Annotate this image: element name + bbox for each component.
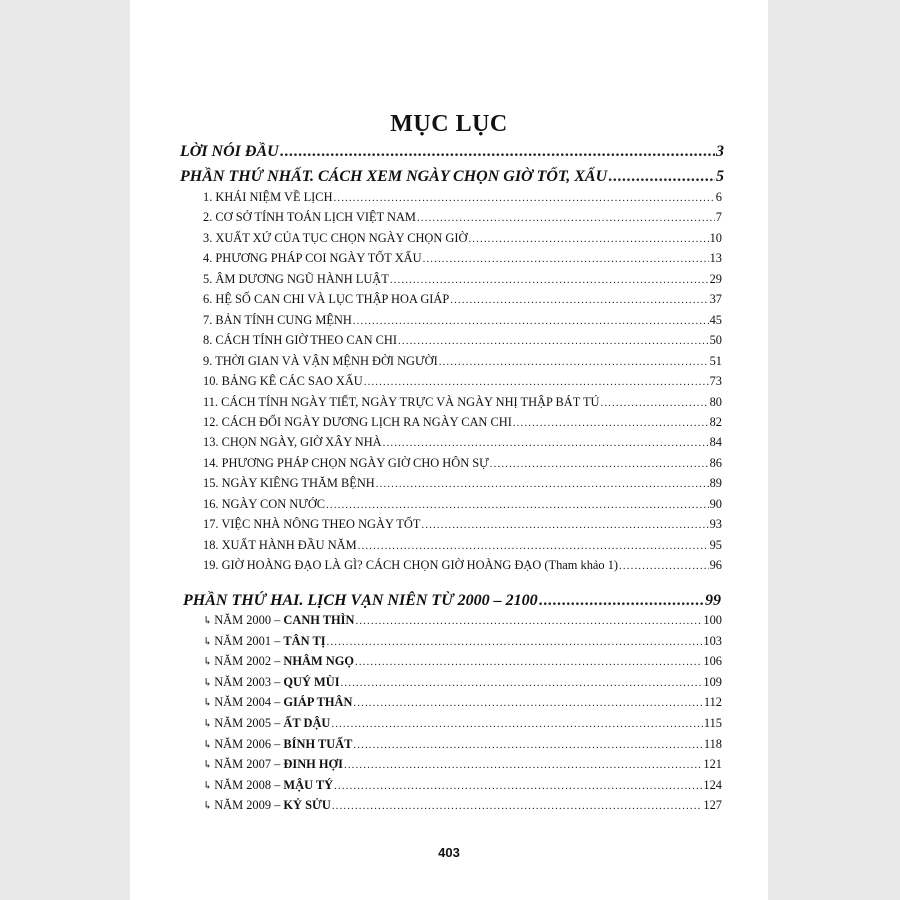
toc-year-number: NĂM 2003 – bbox=[214, 674, 281, 689]
toc-year-label bbox=[203, 613, 354, 628]
toc-item-label: 7. BẢN TÍNH CUNG MỆNH bbox=[203, 312, 352, 327]
toc-year-name: CANH THÌN bbox=[283, 613, 355, 627]
toc-item-page: 29 bbox=[709, 271, 722, 286]
toc-item-label: 6. HỆ SỐ CAN CHI VÀ LỤC THẬP HOA GIÁP bbox=[203, 292, 450, 307]
leader-dots bbox=[334, 192, 715, 204]
toc-item-label: 1. KHÁI NIỆM VỀ LỊCH bbox=[203, 190, 333, 204]
leader-dots bbox=[355, 615, 702, 627]
toc-item-label: 3. XUẤT XỨ CỦA TỤC CHỌN NGÀY CHỌN GIỜ bbox=[203, 230, 468, 245]
toc-item[interactable] bbox=[203, 538, 722, 553]
toc-item-label: 10. BẢNG KÊ CÁC SAO XẤU bbox=[203, 374, 363, 389]
toc-year-label bbox=[203, 634, 326, 649]
leader-dots bbox=[327, 636, 703, 648]
leader-dots bbox=[608, 168, 715, 186]
toc-item-label: 8. CÁCH TÍNH GIỜ THEO CAN CHI bbox=[203, 333, 398, 348]
toc-year-label bbox=[203, 716, 330, 731]
toc-year-number: NĂM 2004 – bbox=[214, 695, 281, 710]
toc-intro[interactable] bbox=[180, 143, 724, 161]
toc-item[interactable] bbox=[203, 456, 722, 471]
leader-dots bbox=[421, 519, 708, 531]
toc-item-label: 2. CƠ SỞ TÍNH TOÁN LỊCH VIỆT NAM bbox=[203, 210, 416, 225]
toc-intro-page: 3 bbox=[716, 143, 724, 160]
toc-year-page: 121 bbox=[703, 757, 722, 772]
toc-item[interactable] bbox=[203, 558, 722, 573]
toc-item-page: 13 bbox=[709, 251, 722, 266]
leader-dots bbox=[353, 739, 702, 751]
toc-item[interactable] bbox=[203, 354, 722, 369]
toc-part-1-label: PHẦN THỨ NHẤT. CÁCH XEM NGÀY CHỌN GIỜ TỐT, XẤU bbox=[180, 168, 608, 185]
arrow-icon: ↳ bbox=[203, 738, 213, 751]
toc-part-2-label: PHẦN THỨ HAI. LỊCH VẠN NIÊN TỪ 2000 – 2100 bbox=[183, 592, 538, 609]
toc-year-page: 112 bbox=[703, 695, 722, 710]
toc-item[interactable] bbox=[203, 435, 722, 450]
toc-part-1[interactable] bbox=[180, 168, 724, 186]
toc-item[interactable] bbox=[203, 292, 722, 307]
toc-year-item[interactable] bbox=[203, 675, 722, 690]
toc-item[interactable] bbox=[203, 210, 722, 225]
toc-year-number: NĂM 2008 – bbox=[214, 777, 281, 792]
toc-year-page: 103 bbox=[703, 633, 722, 648]
toc-item-page: 95 bbox=[709, 537, 722, 552]
toc-item-label: 11. CÁCH TÍNH NGÀY TIẾT, NGÀY TRỰC VÀ NGÀY NHỊ THẬP BÁT TÚ bbox=[203, 394, 600, 409]
toc-item-page: 37 bbox=[709, 292, 722, 307]
toc-item-label: 12. CÁCH ĐỔI NGÀY DƯƠNG LỊCH RA NGÀY CAN CHI bbox=[203, 414, 512, 429]
toc-year-page: 106 bbox=[703, 654, 722, 669]
toc-item-page: 90 bbox=[709, 496, 722, 511]
toc-item-label: 9. THỜI GIAN VÀ VẬN MỆNH ĐỜI NGƯỜI bbox=[203, 353, 438, 368]
leader-dots bbox=[353, 315, 709, 327]
leader-dots bbox=[280, 143, 715, 161]
toc-year-page: 127 bbox=[703, 798, 722, 813]
toc-year-name: KỶ SỬU bbox=[283, 798, 331, 813]
toc-item-page: 96 bbox=[709, 558, 722, 573]
toc-item-page: 80 bbox=[709, 394, 722, 409]
toc-item-page: 7 bbox=[715, 210, 722, 225]
leader-dots bbox=[439, 356, 709, 368]
arrow-icon: ↳ bbox=[203, 697, 213, 710]
leader-dots bbox=[417, 212, 715, 224]
leader-dots bbox=[376, 478, 709, 490]
toc-item[interactable] bbox=[203, 333, 722, 348]
toc-item[interactable] bbox=[203, 272, 722, 287]
toc-item-label: 19. GIỜ HOÀNG ĐẠO LÀ GÌ? CÁCH CHỌN GIỜ HOÀNG ĐẠO (Tham khảo 1) bbox=[203, 558, 619, 573]
toc-item[interactable] bbox=[203, 395, 722, 410]
toc-year-label bbox=[203, 778, 333, 793]
toc-year-number: NĂM 2002 – bbox=[214, 654, 281, 669]
toc-item[interactable] bbox=[203, 415, 722, 430]
toc-year-page: 118 bbox=[703, 736, 722, 751]
toc-year-name: BÍNH TUẤT bbox=[283, 736, 353, 751]
toc-year-name: TÂN TỊ bbox=[283, 633, 326, 648]
toc-item[interactable] bbox=[203, 517, 722, 532]
toc-item-label: 16. NGÀY CON NƯỚC bbox=[203, 496, 326, 511]
toc-item-page: 93 bbox=[709, 517, 722, 532]
arrow-icon: ↳ bbox=[203, 656, 213, 669]
toc-part-1-page: 5 bbox=[716, 168, 724, 185]
toc-item[interactable] bbox=[203, 231, 722, 246]
toc-item-label: 13. CHỌN NGÀY, GIỜ XÂY NHÀ bbox=[203, 435, 382, 450]
toc-item-label: 15. NGÀY KIÊNG THĂM BỆNH bbox=[203, 476, 375, 491]
toc-item-page: 84 bbox=[709, 435, 722, 450]
toc-item-page: 73 bbox=[709, 374, 722, 389]
arrow-icon: ↳ bbox=[203, 800, 213, 813]
arrow-icon: ↳ bbox=[203, 759, 213, 772]
leader-dots bbox=[344, 759, 702, 771]
toc-year-label bbox=[203, 695, 352, 710]
toc-year-name: GIÁP THÂN bbox=[283, 695, 353, 710]
toc-year-number: NĂM 2000 – bbox=[214, 613, 281, 627]
leader-dots bbox=[355, 656, 702, 668]
toc-year-page: 100 bbox=[703, 613, 722, 627]
toc-item-page: 86 bbox=[709, 455, 722, 470]
toc-year-label bbox=[203, 757, 343, 772]
toc-item[interactable] bbox=[203, 497, 722, 512]
toc-item-page: 51 bbox=[709, 353, 722, 368]
toc-year-number: NĂM 2001 – bbox=[214, 633, 281, 648]
toc-year-name: ẤT DẬU bbox=[283, 716, 331, 730]
toc-item[interactable] bbox=[203, 190, 722, 205]
toc-year-number: NĂM 2009 – bbox=[214, 798, 281, 813]
toc-item-page: 45 bbox=[709, 312, 722, 327]
toc-year-label bbox=[203, 798, 331, 813]
arrow-icon: ↳ bbox=[203, 635, 213, 648]
leader-dots bbox=[398, 335, 709, 347]
leader-dots bbox=[619, 560, 709, 572]
toc-year-item[interactable] bbox=[203, 798, 722, 813]
toc-item-page: 82 bbox=[709, 414, 722, 429]
leader-dots bbox=[383, 437, 709, 449]
book-page bbox=[130, 0, 768, 900]
toc-year-number: NĂM 2005 – bbox=[214, 716, 281, 730]
toc-item-label: 18. XUẤT HÀNH ĐẦU NĂM bbox=[203, 537, 357, 552]
toc-year-page: 115 bbox=[703, 716, 722, 730]
leader-dots bbox=[539, 592, 704, 610]
table-of-contents bbox=[130, 0, 768, 900]
toc-year-item[interactable] bbox=[203, 778, 722, 793]
toc-year-number: NĂM 2006 – bbox=[214, 736, 281, 751]
leader-dots bbox=[341, 677, 703, 689]
page-number: 403 bbox=[438, 845, 460, 860]
leader-dots bbox=[364, 376, 709, 388]
toc-year-item[interactable] bbox=[203, 634, 722, 649]
leader-dots bbox=[390, 274, 709, 286]
toc-year-label bbox=[203, 737, 352, 752]
toc-year-name: QUÝ MÙI bbox=[283, 674, 340, 689]
toc-year-item[interactable] bbox=[203, 737, 722, 752]
toc-item-label: 4. PHƯƠNG PHÁP COI NGÀY TỐT XẤU bbox=[203, 251, 422, 266]
toc-item[interactable] bbox=[203, 313, 722, 328]
toc-part-2-page: 99 bbox=[705, 592, 721, 609]
toc-item-label: 14. PHƯƠNG PHÁP CHỌN NGÀY GIỜ CHO HÔN SỰ bbox=[203, 455, 489, 470]
toc-item[interactable] bbox=[203, 476, 722, 491]
leader-dots bbox=[331, 718, 703, 730]
toc-year-name: MẬU TÝ bbox=[283, 777, 334, 792]
leader-dots bbox=[490, 458, 709, 470]
leader-dots bbox=[450, 294, 708, 306]
leader-dots bbox=[600, 397, 708, 409]
toc-year-item[interactable] bbox=[203, 757, 722, 772]
toc-item-page: 89 bbox=[709, 476, 722, 491]
toc-item-label: 17. VIỆC NHÀ NÔNG THEO NGÀY TỐT bbox=[203, 517, 421, 532]
toc-item-label: 5. ÂM DƯƠNG NGŨ HÀNH LUẬT bbox=[203, 271, 389, 286]
leader-dots bbox=[358, 540, 709, 552]
leader-dots bbox=[334, 780, 702, 792]
arrow-icon: ↳ bbox=[203, 676, 213, 689]
page-title: MỤC LỤC bbox=[390, 111, 508, 137]
toc-year-page: 109 bbox=[703, 674, 722, 689]
toc-item-page: 50 bbox=[709, 333, 722, 348]
leader-dots bbox=[332, 800, 703, 812]
leader-dots bbox=[423, 253, 709, 265]
arrow-icon: ↳ bbox=[203, 779, 213, 792]
toc-year-item[interactable] bbox=[203, 716, 722, 731]
toc-year-item[interactable] bbox=[203, 654, 722, 669]
toc-year-item[interactable] bbox=[203, 695, 722, 710]
leader-dots bbox=[468, 233, 708, 245]
toc-year-page: 124 bbox=[703, 777, 722, 792]
arrow-icon: ↳ bbox=[203, 718, 213, 730]
toc-intro-label: LỜI NÓI ĐẦU bbox=[180, 143, 279, 160]
leader-dots bbox=[353, 697, 702, 709]
toc-item-page: 10 bbox=[709, 230, 722, 245]
toc-item[interactable] bbox=[203, 374, 722, 389]
toc-year-item[interactable] bbox=[203, 613, 722, 628]
arrow-icon: ↳ bbox=[203, 615, 213, 627]
leader-dots bbox=[326, 499, 709, 511]
toc-year-number: NĂM 2007 – bbox=[214, 757, 281, 772]
toc-year-label bbox=[203, 654, 354, 669]
toc-part-2[interactable] bbox=[183, 592, 721, 610]
leader-dots bbox=[513, 417, 709, 429]
toc-year-name: NHÂM NGỌ bbox=[283, 654, 354, 669]
toc-item-page: 6 bbox=[715, 190, 722, 204]
toc-item[interactable] bbox=[203, 251, 722, 266]
toc-year-name: ĐINH HỢI bbox=[283, 757, 343, 772]
toc-year-label bbox=[203, 675, 340, 690]
